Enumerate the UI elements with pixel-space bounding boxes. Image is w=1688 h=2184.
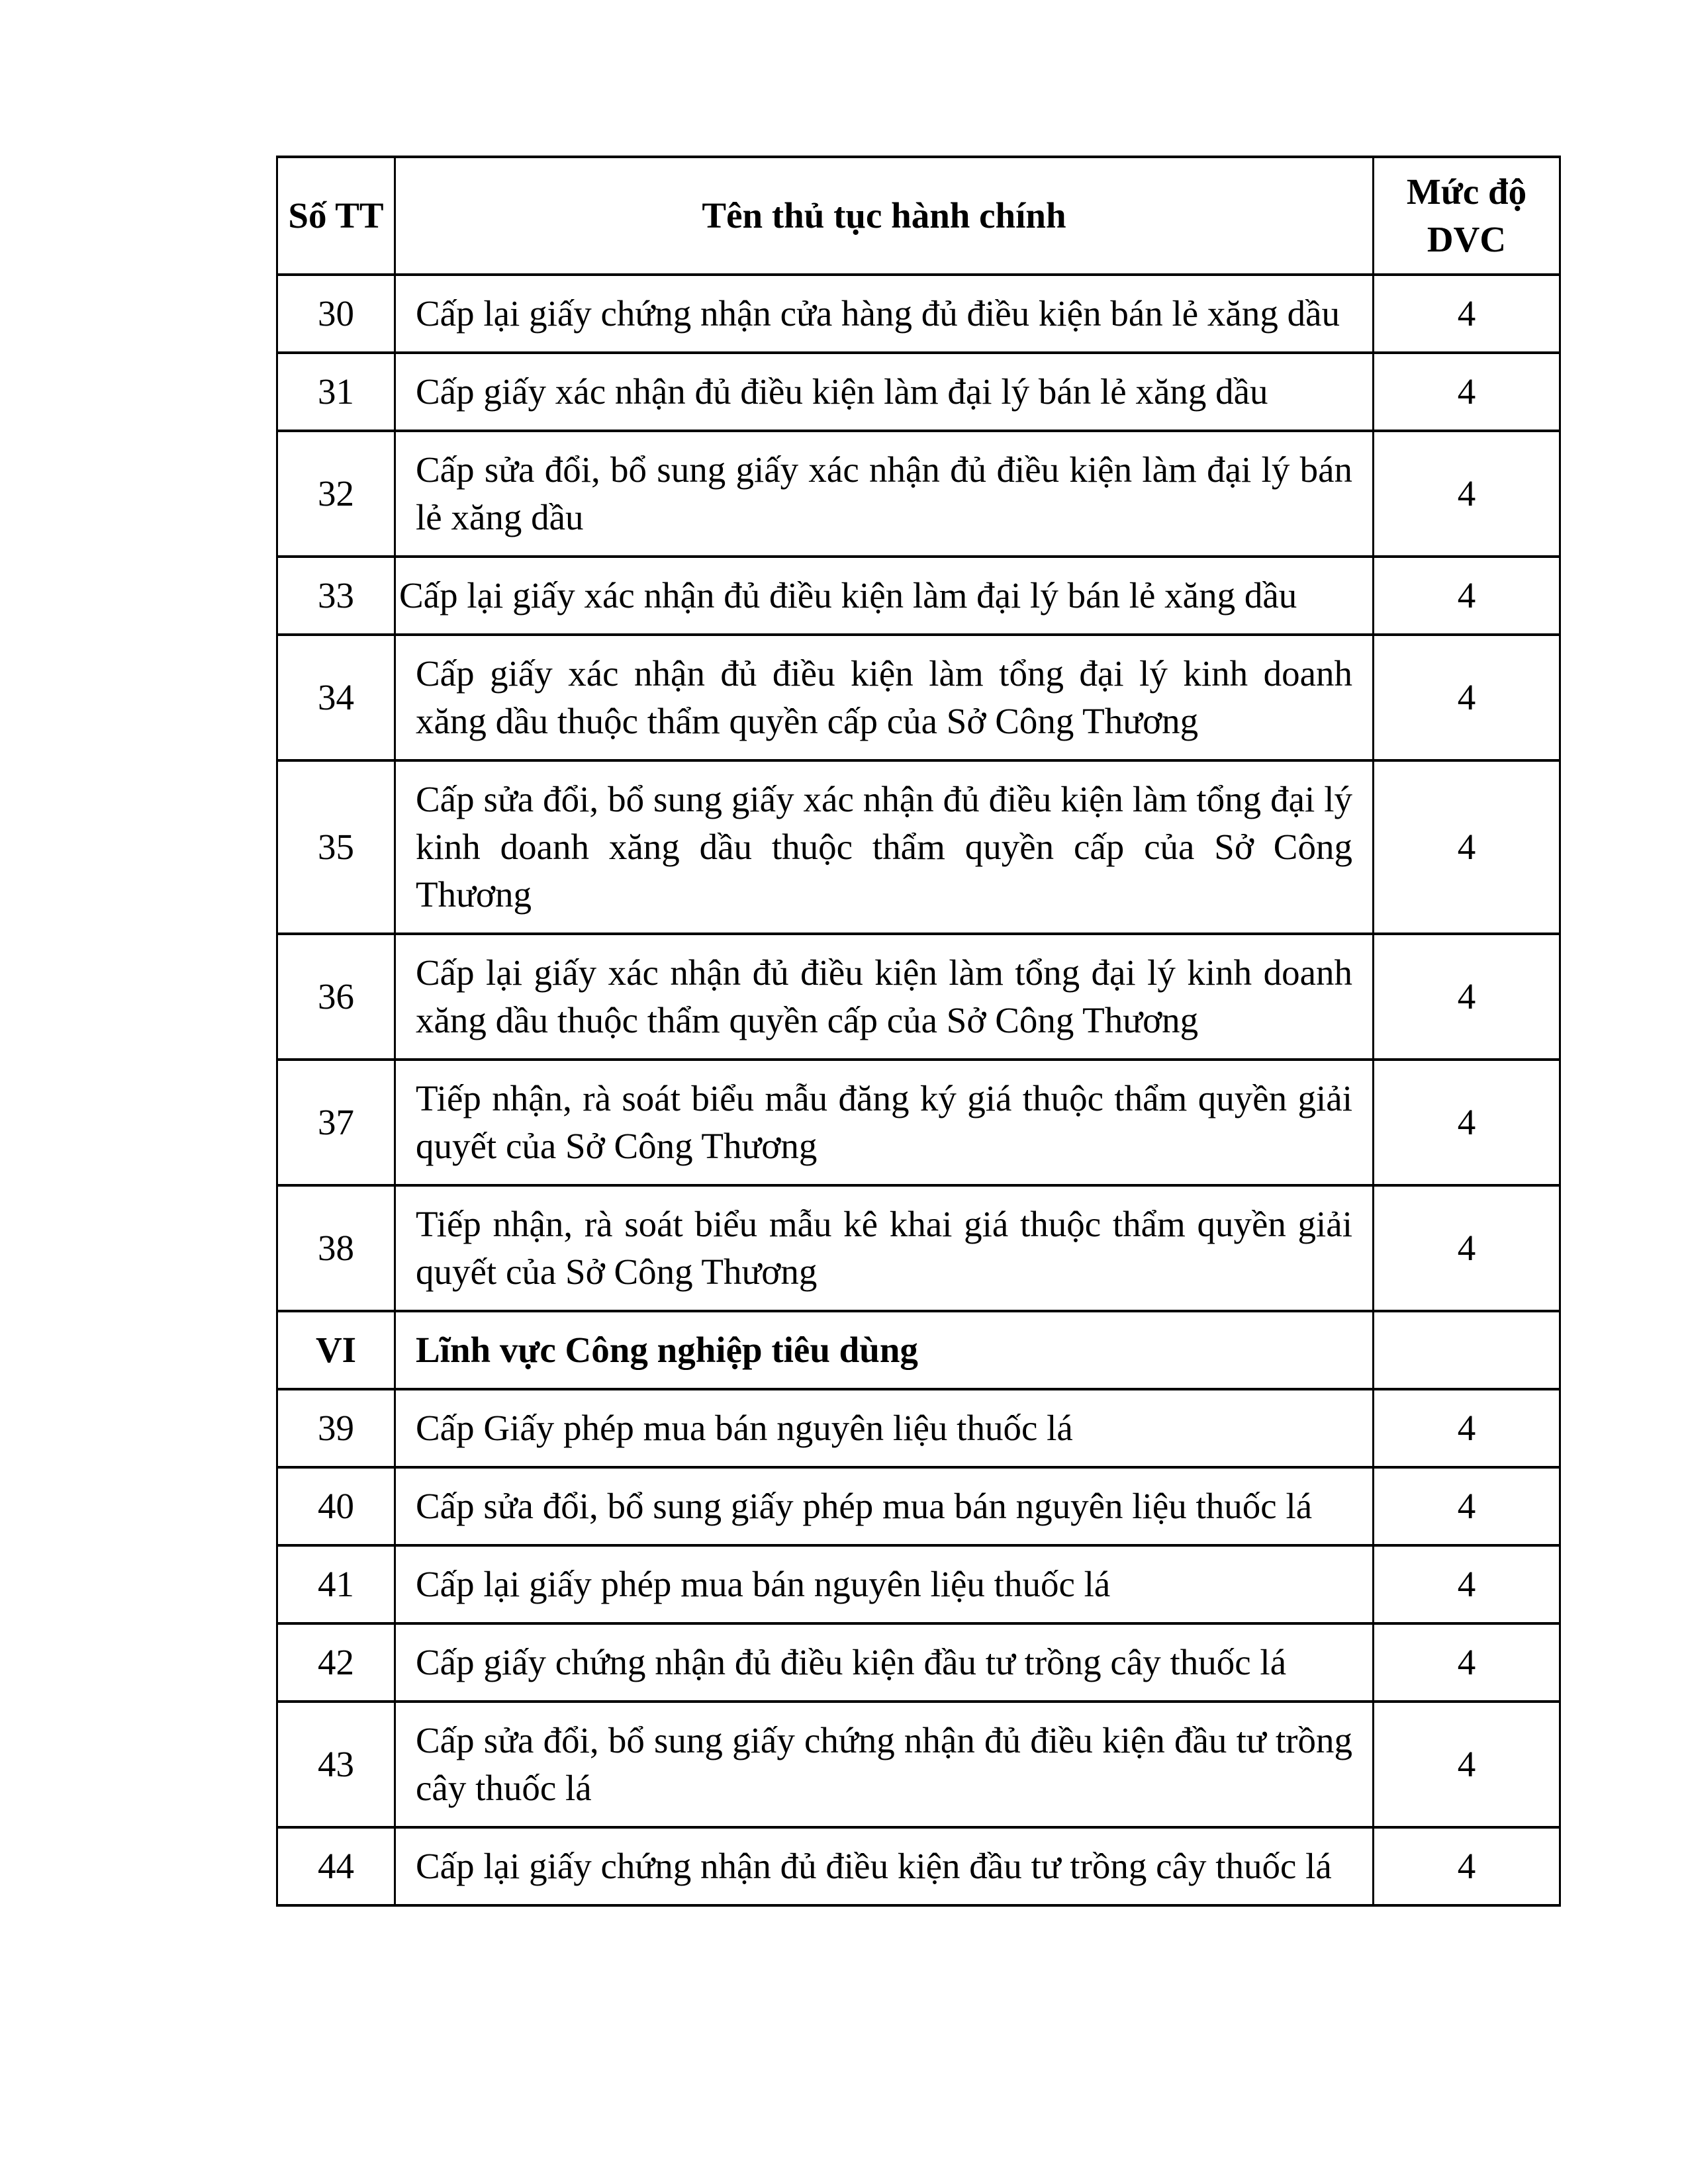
procedure-name: Cấp lại giấy phép mua bán nguyên liệu thuốc lá xyxy=(395,1545,1374,1623)
table-row xyxy=(277,934,1560,1060)
row-number: 33 xyxy=(277,557,395,635)
table-row xyxy=(277,1545,1560,1623)
procedure-name: Cấp giấy xác nhận đủ điều kiện làm tổng đại lý kinh doanh xăng dầu thuộc thẩm quyền cấp của Sở Công Thương xyxy=(395,635,1374,760)
table-row xyxy=(277,431,1560,557)
service-level: 4 xyxy=(1374,1389,1560,1467)
service-level: 4 xyxy=(1374,1623,1560,1702)
table-row xyxy=(277,1827,1560,1905)
service-level: 4 xyxy=(1374,557,1560,635)
row-number: 42 xyxy=(277,1623,395,1702)
table-body xyxy=(277,275,1560,1905)
table-header xyxy=(277,157,1560,275)
row-number: 41 xyxy=(277,1545,395,1623)
service-level: 4 xyxy=(1374,760,1560,934)
service-level: 4 xyxy=(1374,1467,1560,1545)
row-number: 44 xyxy=(277,1827,395,1905)
row-number: 34 xyxy=(277,635,395,760)
procedure-name: Cấp Giấy phép mua bán nguyên liệu thuốc lá xyxy=(395,1389,1374,1467)
table-row xyxy=(277,353,1560,431)
header-row xyxy=(277,157,1560,275)
service-level: 4 xyxy=(1374,1060,1560,1185)
procedure-name: Cấp lại giấy chứng nhận đủ điều kiện đầu tư trồng cây thuốc lá xyxy=(395,1827,1374,1905)
procedure-name: Tiếp nhận, rà soát biểu mẫu kê khai giá thuộc thẩm quyền giải quyết của Sở Công Thương xyxy=(395,1185,1374,1311)
table-row xyxy=(277,1623,1560,1702)
table-row xyxy=(277,275,1560,353)
header-so-tt: Số TT xyxy=(277,157,395,275)
procedure-name: Cấp sửa đổi, bổ sung giấy xác nhận đủ điều kiện làm tổng đại lý kinh doanh xăng dầu thuộc thẩm quyền cấp của Sở Công Thương xyxy=(395,760,1374,934)
service-level: 4 xyxy=(1374,934,1560,1060)
procedure-name: Cấp lại giấy xác nhận đủ điều kiện làm đại lý bán lẻ xăng dầu xyxy=(395,557,1374,635)
service-level: 4 xyxy=(1374,353,1560,431)
row-number: 38 xyxy=(277,1185,395,1311)
table-row xyxy=(277,760,1560,934)
procedure-name: Cấp lại giấy chứng nhận cửa hàng đủ điều kiện bán lẻ xăng dầu xyxy=(395,275,1374,353)
row-number: 31 xyxy=(277,353,395,431)
table-row xyxy=(277,1467,1560,1545)
procedure-name: Cấp sửa đổi, bổ sung giấy phép mua bán nguyên liệu thuốc lá xyxy=(395,1467,1374,1545)
procedure-name: Cấp lại giấy xác nhận đủ điều kiện làm tổng đại lý kinh doanh xăng dầu thuộc thẩm quyền cấp của Sở Công Thương xyxy=(395,934,1374,1060)
row-number: 37 xyxy=(277,1060,395,1185)
procedure-name: Tiếp nhận, rà soát biểu mẫu đăng ký giá thuộc thẩm quyền giải quyết của Sở Công Thương xyxy=(395,1060,1374,1185)
procedure-name: Cấp giấy chứng nhận đủ điều kiện đầu tư trồng cây thuốc lá xyxy=(395,1623,1374,1702)
header-ten-thu-tuc-hanh-chinh: Tên thủ tục hành chính xyxy=(395,157,1374,275)
procedure-name: Lĩnh vực Công nghiệp tiêu dùng xyxy=(395,1311,1374,1389)
row-number: 30 xyxy=(277,275,395,353)
service-level: 4 xyxy=(1374,1702,1560,1827)
row-number: 43 xyxy=(277,1702,395,1827)
service-level: 4 xyxy=(1374,635,1560,760)
section-row xyxy=(277,1311,1560,1389)
row-number: 39 xyxy=(277,1389,395,1467)
service-level: 4 xyxy=(1374,431,1560,557)
procedures-table xyxy=(276,156,1561,1907)
procedure-name: Cấp sửa đổi, bổ sung giấy chứng nhận đủ điều kiện đầu tư trồng cây thuốc lá xyxy=(395,1702,1374,1827)
table-row xyxy=(277,1185,1560,1311)
table-row xyxy=(277,635,1560,760)
row-number: VI xyxy=(277,1311,395,1389)
service-level: 4 xyxy=(1374,275,1560,353)
service-level xyxy=(1374,1311,1560,1389)
table-row xyxy=(277,1702,1560,1827)
procedure-name: Cấp giấy xác nhận đủ điều kiện làm đại lý bán lẻ xăng dầu xyxy=(395,353,1374,431)
service-level: 4 xyxy=(1374,1827,1560,1905)
procedure-name: Cấp sửa đổi, bổ sung giấy xác nhận đủ điều kiện làm đại lý bán lẻ xăng dầu xyxy=(395,431,1374,557)
table-row xyxy=(277,1060,1560,1185)
service-level: 4 xyxy=(1374,1185,1560,1311)
service-level: 4 xyxy=(1374,1545,1560,1623)
table-row xyxy=(277,1389,1560,1467)
row-number: 40 xyxy=(277,1467,395,1545)
row-number: 36 xyxy=(277,934,395,1060)
header-muc-do-dvc: Mức độ DVC xyxy=(1374,157,1560,275)
row-number: 35 xyxy=(277,760,395,934)
table-row xyxy=(277,557,1560,635)
row-number: 32 xyxy=(277,431,395,557)
